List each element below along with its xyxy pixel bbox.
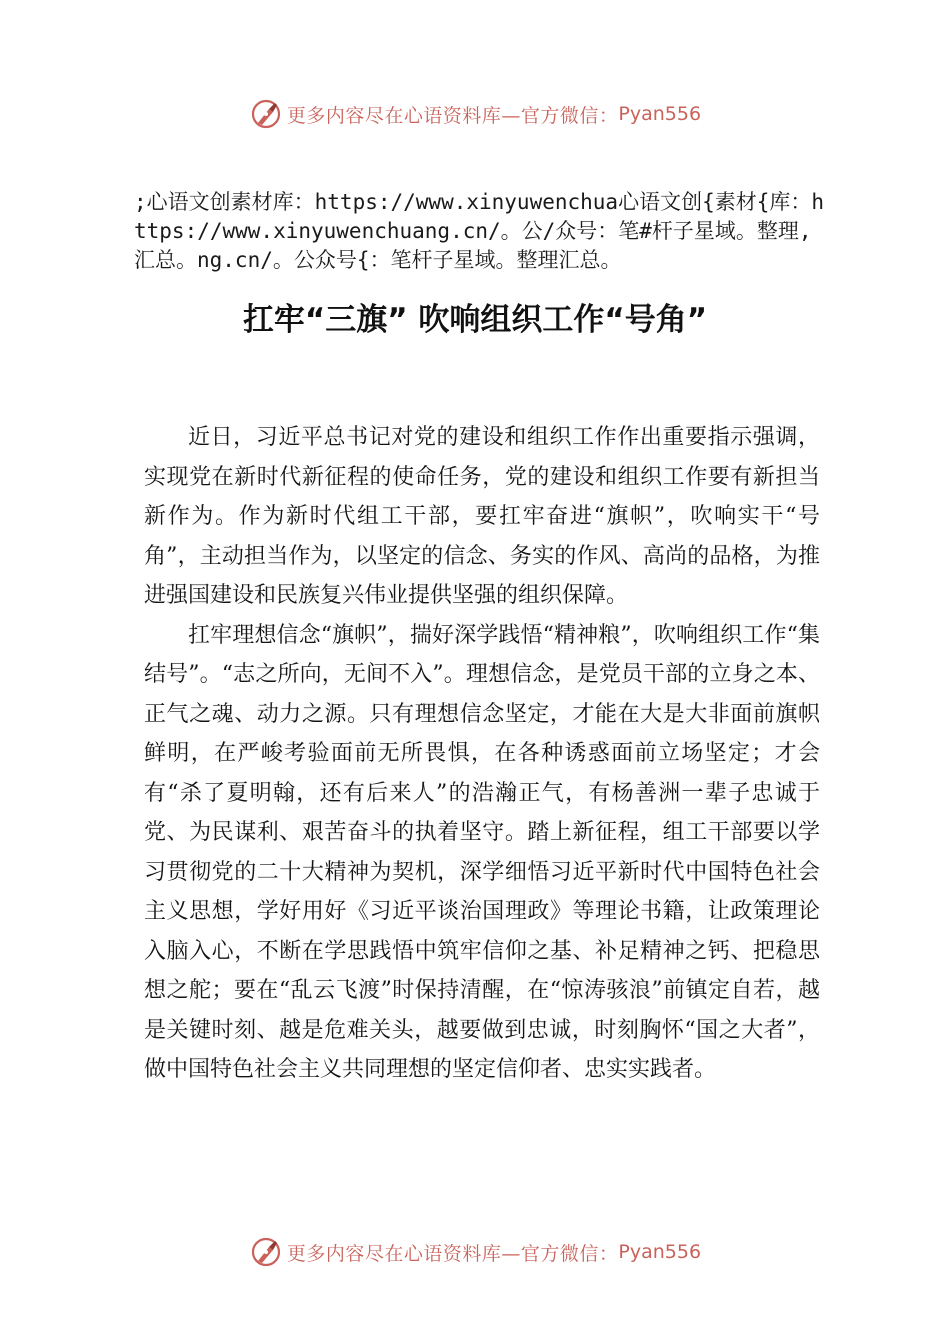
footer-banner <box>0 1232 950 1272</box>
source-note: ;心语文创素材库：https://www.xinyuwenchua心语文创{素材{库：https://www.xinyuwenchuang.cn/。公/众号：笔#杆子星域。整理,汇总。ng.cn/。公众号{：笔杆子星域。整理汇总。 <box>134 190 825 272</box>
banner-text: 更多内容尽在心语资料库—官方微信： <box>286 1242 619 1265</box>
banner-wechat-id: Pyan556 <box>618 103 702 125</box>
paragraph: 扛牢理想信念“旗帜”，揣好深学践悟“精神粮”，吹响组织工作“集结号”。“志之所向，无间不入”。理想信念，是党员干部的立身之本、正气之魂、动力之源。只有理想信念坚定，才能在大是大非面前旗帜鲜明，在严峻考验面前无所畏惧，在各种诱惑面前立场坚定；才会有“杀了夏明翰，还有后来人”的浩瀚正气，有杨善洲一辈子忠诚于党、为民谋利、艰苦奋斗的执着坚守。踏上新征程，组工干部要以学习贯彻党的二十大精神为契机，深学细悟习近平新时代中国特色社会主义思想，学好用好《习近平谈治国理政》等理论书籍，让政策理论入脑入心，不断在学思践悟中筑牢信仰之基、补足精神之钙、把稳思想之舵；要在“乱云飞渡”时保持清醒，在“惊涛骇浪”前镇定自若，越是关键时刻、越是危难关头，越要做到忠诚，时刻胸怀“国之大者”，做中国特色社会主义共同理想的坚定信仰者、忠实实践者。 <box>144 622 820 1082</box>
document-title: 扛牢“三旗” 吹响组织工作“号角” <box>242 302 708 338</box>
paragraph: 近日，习近平总书记对党的建设和组织工作作出重要指示强调，实现党在新时代新征程的使命任务，党的建设和组织工作要有新担当新作为。作为新时代组工干部，要扛牢奋进“旗帜”，吹响实干“号角”，主动担当作为，以坚定的信念、务实的作风、高尚的品格，为推进强国建设和民族复兴伟业提供坚强的组织保障。 <box>144 425 820 608</box>
pen-nib-logo-icon <box>249 1235 283 1269</box>
document-body <box>144 418 820 1090</box>
header-banner <box>0 94 950 134</box>
banner-text: 更多内容尽在心语资料库—官方微信： <box>286 104 619 127</box>
pen-nib-logo-icon <box>249 97 283 131</box>
banner-wechat-id: Pyan556 <box>618 1241 702 1263</box>
